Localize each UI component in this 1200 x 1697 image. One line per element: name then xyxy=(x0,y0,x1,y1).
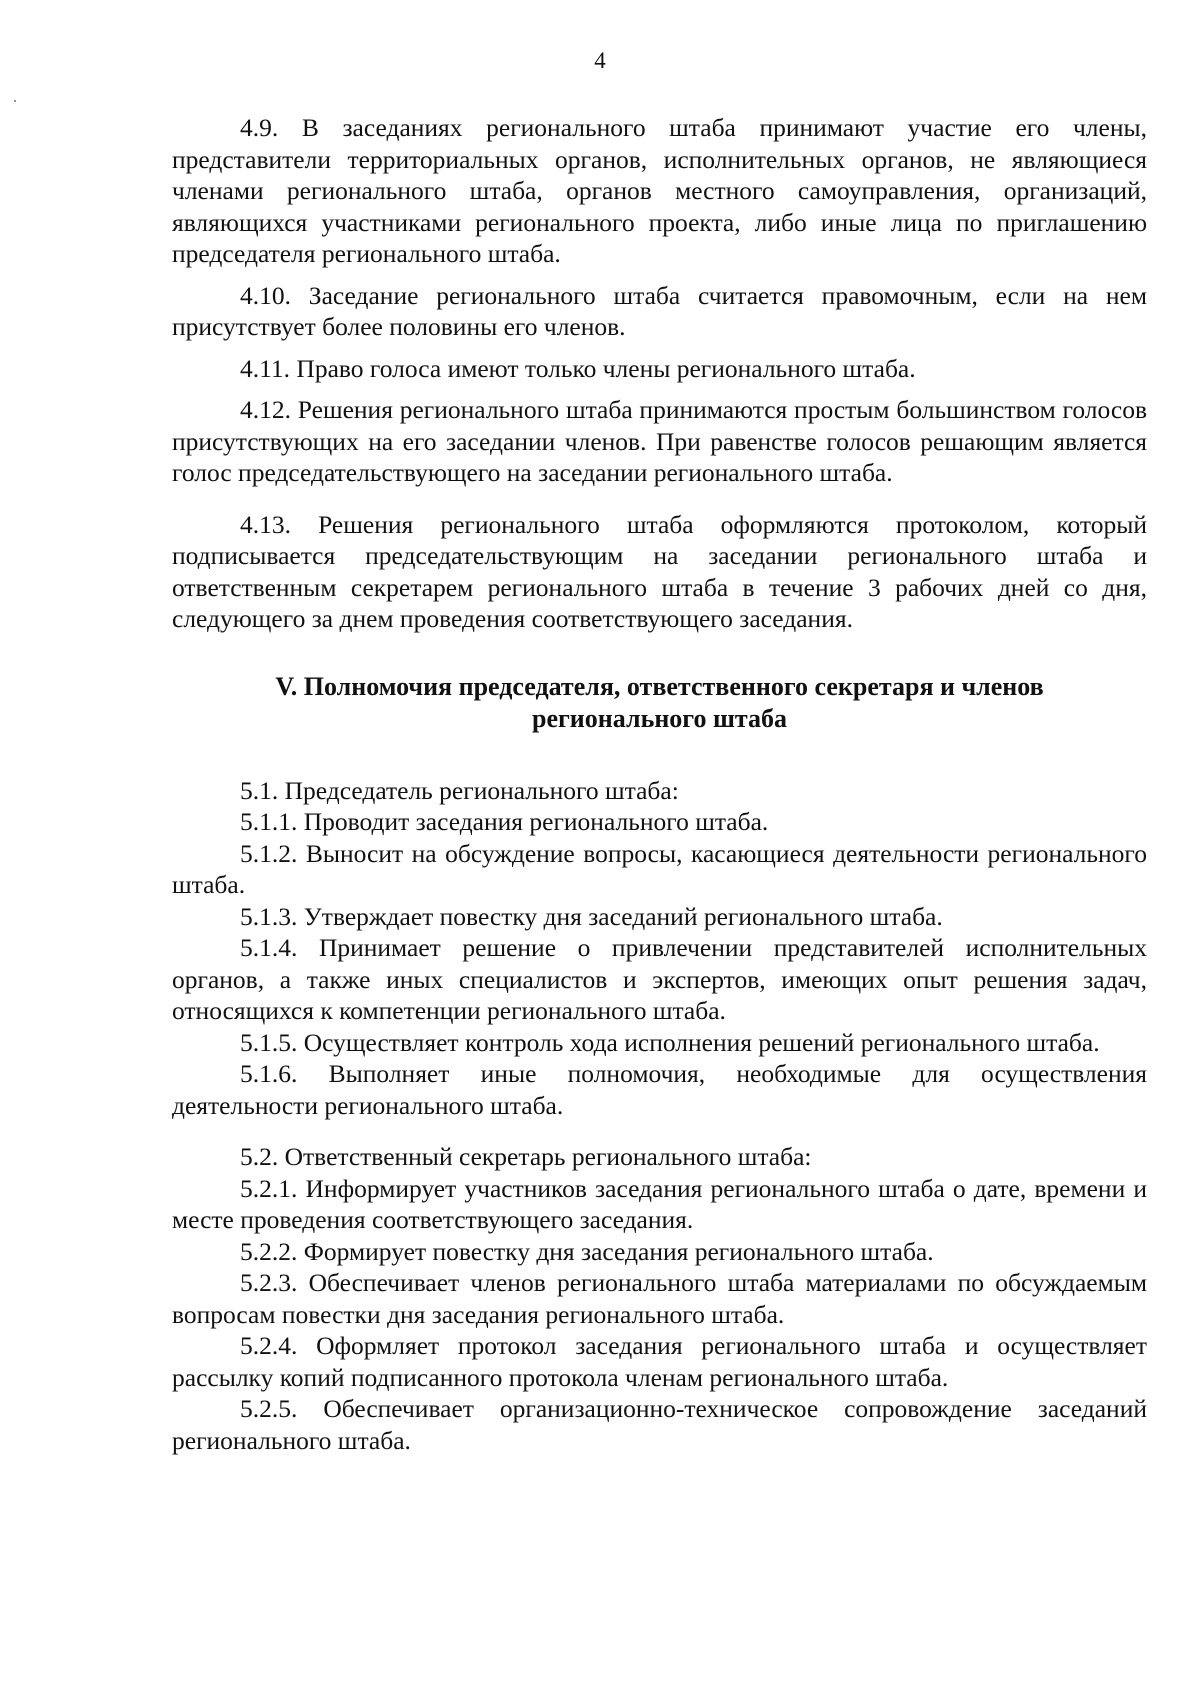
paragraph-5-2-1: 5.2.1. Информирует участников заседания регионального штаба о дате, времени и месте проведения соответствующего заседания. xyxy=(172,1173,1147,1234)
paragraph-5-1-5: 5.1.5. Осуществляет контроль хода исполнения решений регионального штаба. xyxy=(240,1027,1100,1057)
paragraph-5-1-3: 5.1.3. Утверждает повестку дня заседаний регионального штаба. xyxy=(240,901,943,931)
document-body xyxy=(172,112,1147,1456)
paragraph-4-10: 4.10. Заседание регионального штаба считается правомочным, если на нем присутствует более половины его членов. xyxy=(172,280,1147,341)
paragraph-5-2-5: 5.2.5. Обеспечивает организационно-техническое сопровождение заседаний регионального штаба. xyxy=(172,1394,1147,1455)
paragraph-4-9: 4.9. В заседаниях регионального штаба принимают участие его члены, представители территориальных органов, исполнительных органов, не являющиеся членами регионального штаба, органов местного самоуправления, организаций, являющихся участниками регионального проекта, либо иные лица по приглашению председателя регионального штаба. xyxy=(172,113,1147,268)
paragraph-5-2-4: 5.2.4. Оформляет протокол заседания регионального штаба и осуществляет рассылку копий подписанного протокола членам регионального штаба. xyxy=(172,1331,1147,1392)
paragraph-5-1-2: 5.1.2. Выносит на обсуждение вопросы, касающиеся деятельности регионального штаба. xyxy=(172,838,1147,899)
scan-speck xyxy=(14,100,16,102)
paragraph-4-12: 4.12. Решения регионального штаба принимаются простым большинством голосов присутствующих на его заседании членов. При равенстве голосов решающим является голос председательствующего на заседании регионального штаба. xyxy=(172,395,1147,487)
paragraph-5-1: 5.1. Председатель регионального штаба: xyxy=(240,775,679,805)
paragraph-5-1-1: 5.1.1. Проводит заседания регионального штаба. xyxy=(240,807,769,836)
paragraph-4-13: 4.13. Решения регионального штаба оформляются протоколом, который подписывается председательствующим на заседании регионального штаба и ответственным секретарем регионального штаба в течение 3 рабочих дней со дня, следующего за днем проведения соответствующего заседания. xyxy=(172,509,1147,633)
paragraph-5-1-4: 5.1.4. Принимает решение о привлечении представителей исполнительных органов, а также иных специалистов и экспертов, имеющих опыт решения задач, относящихся к компетенции регионального штаба. xyxy=(172,933,1147,1025)
paragraph-4-11: 4.11. Право голоса имеют только члены регионального штаба. xyxy=(240,353,916,383)
paragraph-5-1-6: 5.1.6. Выполняет иные полномочия, необходимые для осуществления деятельности регионального штаба. xyxy=(172,1059,1147,1120)
paragraph-5-2-2: 5.2.2. Формирует повестку дня заседания регионального штаба. xyxy=(240,1236,934,1266)
paragraph-5-2-3: 5.2.3. Обеспечивает членов регионального штаба материалами по обсуждаемым вопросам повестки дня заседания регионального штаба. xyxy=(172,1268,1147,1329)
page-number: 4 xyxy=(594,48,606,73)
section-5-title: V. Полномочия председателя, ответственного секретаря и членов регионального штаба xyxy=(275,671,1044,733)
paragraph-5-2: 5.2. Ответственный секретарь регионального штаба: xyxy=(240,1142,812,1171)
